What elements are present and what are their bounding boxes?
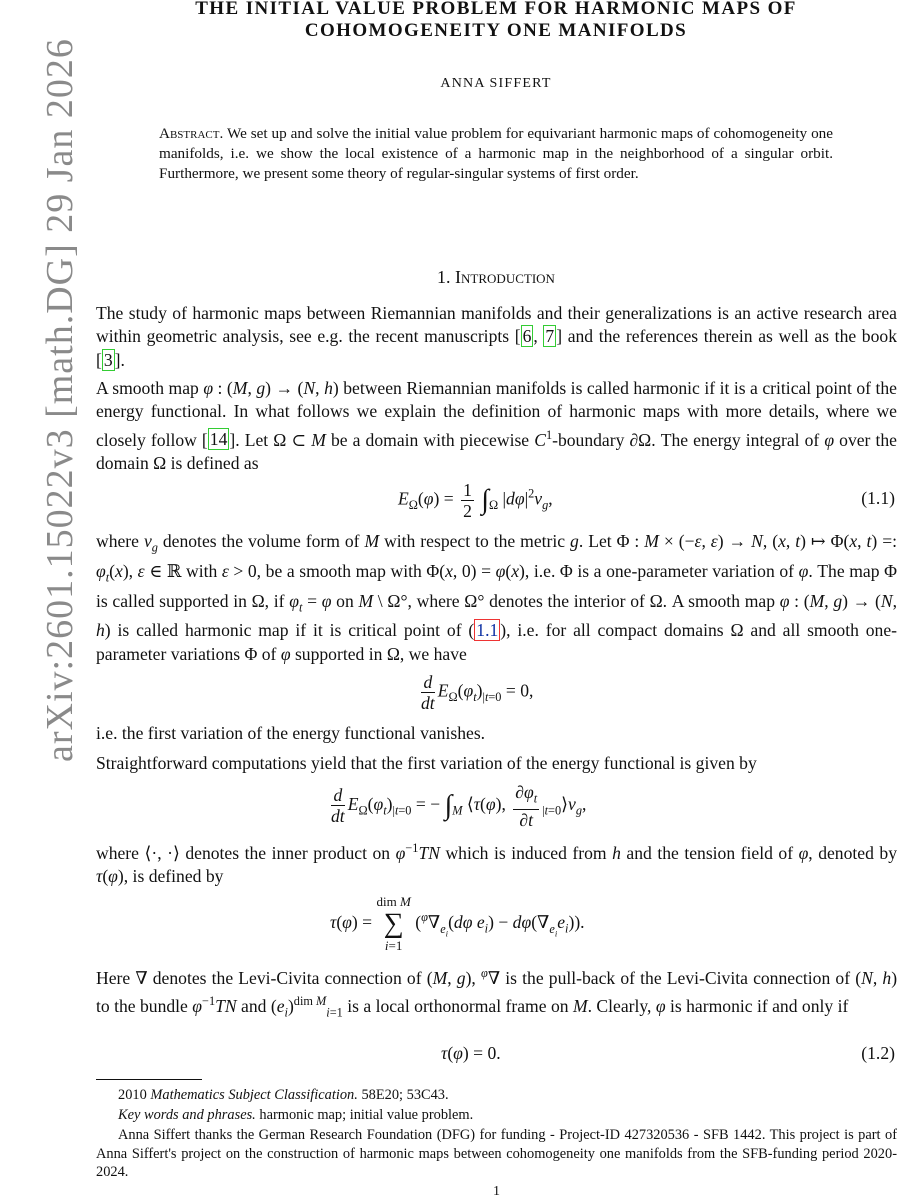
paper-title-line-1: THE INITIAL VALUE PROBLEM FOR HARMONIC MAPS OF (195, 0, 797, 19)
equation-reference-link[interactable]: 1.1 (476, 620, 499, 641)
footnote-keywords (96, 1106, 897, 1125)
footnote-keywords-label: Key words and phrases. (118, 1107, 256, 1123)
abstract-text: We set up and solve the initial value problem for equivariant harmonic maps of cohomogeneity one manifolds, i.e. we show the local existence of a harmonic map in the neighborhood of a singular orbit. Furthermore, we present some theory of regular-singular systems of first order. (159, 125, 833, 182)
arxiv-identifier: arXiv:2601.15022v3 [math.DG] 29 Jan 2026 (39, 38, 81, 762)
abstract (159, 124, 833, 184)
abstract-label: Abstract. (159, 125, 224, 142)
author: ANNA SIFFERT (440, 76, 552, 91)
footnote-keywords-text: harmonic map; initial value problem. (259, 1107, 474, 1123)
equation-number: (1.2) (861, 1043, 895, 1063)
paragraph-computation: Straightforward computations yield that the first variation of the energy functional is given by (96, 753, 757, 773)
equation-energy: $E_\Omega(\varphi)$ = $\frac{1}{2}$ $\int_\Omega$ $|d\varphi|^2v_g$, (398, 480, 553, 521)
page-number: 1 (493, 1184, 500, 1199)
equation-first-variation: $\frac{d}{dt}$ $E_\Omega(\varphi_t)_{|t=0}$ = − $\int_M$ ⟨τ(φ), $\frac{\partial\varphi_t}{\partial t}$ $_{|t=0}⟩v_g$, (331, 782, 587, 830)
citation-link[interactable]: 14 (209, 429, 228, 450)
footnote-msc-codes: 58E20; 53C43. (361, 1087, 449, 1103)
footnote-msc (96, 1086, 897, 1105)
section-title: Introduction (455, 267, 555, 287)
footnote-msc-label: Mathematics Subject Classification. (150, 1087, 358, 1103)
paragraph-tension-field: where ⟨·, ·⟩ denotes the inner product on $\varphi^{-1}TN$ which is induced from h and the tension field of φ, denoted by τ(φ), is defined by (96, 841, 897, 887)
paragraph-variation: where $v_g$ denotes the volume form of M with respect to the metric g. Let Φ : M × (−ε, ε) → N, (x, t) ↦ Φ(x, t) =: $\varphi_t(x)$, ε ∈ ℝ with ε > 0, be a smooth map with Φ(x, 0) = φ(x), i.e. Φ is a one-parameter variation of φ. The map Φ is called supported in Ω, if $\varphi_t = \varphi$ on M \ Ω°, where Ω° denotes the interior of Ω. A smooth map φ : (M, g) → (N, h) is called harmonic map if it is critical point of ( 1.1 ), i.e. for all compact domains Ω and all smooth one-parameter variations Φ of φ supported in Ω, we have (96, 531, 897, 664)
equation-harmonic-condition: τ(φ) = 0. (441, 1043, 501, 1063)
footnote-msc-year: 2010 (118, 1087, 147, 1103)
paragraph-intro: The study of harmonic maps between Riemannian manifolds and their generalizations is an active research area within geometric analysis, see e.g. the recent manuscripts [ 6 , 7 ] and the references therein as well as the book [ 3 ]. (96, 303, 897, 370)
equation-critical-point: $\frac{d}{dt}$ $E_\Omega(\varphi_t)_{|t=0} = 0$, (421, 672, 534, 713)
equation-number: (1.1) (861, 488, 895, 508)
citation-link[interactable]: 6 (522, 326, 532, 347)
paragraph-definition: A smooth map φ : (M, g) → (N, h) between Riemannian manifolds is called harmonic if it is a critical point of the energy functional. In what follows we explain the definition of harmonic maps with more details, where we closely follow [ 14 ]. Let Ω ⊂ M be a domain with piecewise $C^1$-boundary ∂Ω. The energy integral of φ over the domain Ω is defined as (96, 378, 897, 473)
footnote-funding: Anna Siffert thanks the German Research Foundation (DFG) for funding - Project-ID 427320536 - SFB 1442. This project is part of Anna Siffert's project on the construction of harmonic maps between cohomogeneity one manifolds from the SFB-funding period 2020-2024. (96, 1127, 897, 1181)
paragraph-first-variation-vanishes: i.e. the first variation of the energy functional vanishes. (96, 723, 486, 743)
equation-tension-field: τ(φ) = dim M ∑ i=1 ($^\varphi\nabla_{e_i}(d\varphi$ $e_i) - d\varphi(\nabla_{e_i}e_i)$). (330, 894, 585, 953)
paragraph-levi-civita: Here ∇ denotes the Levi-Civita connection of (M, g), $^\varphi$∇ is the pull-back of the Levi-Civita connection of (N, h) to the bundle $\varphi^{-1}TN$ and $(e_i)^{dim M}_{i=1}$ is a local orthonormal frame on M. Clearly, φ is harmonic if and only if (96, 966, 897, 1020)
section-number: 1. (437, 267, 451, 287)
section-heading (96, 267, 896, 288)
footnote-rule (96, 1079, 202, 1080)
citation-link[interactable]: 7 (545, 326, 555, 347)
citation-link[interactable]: 3 (103, 349, 113, 370)
paper-title-line-2: COHOMOGENEITY ONE MANIFOLDS (304, 20, 688, 41)
